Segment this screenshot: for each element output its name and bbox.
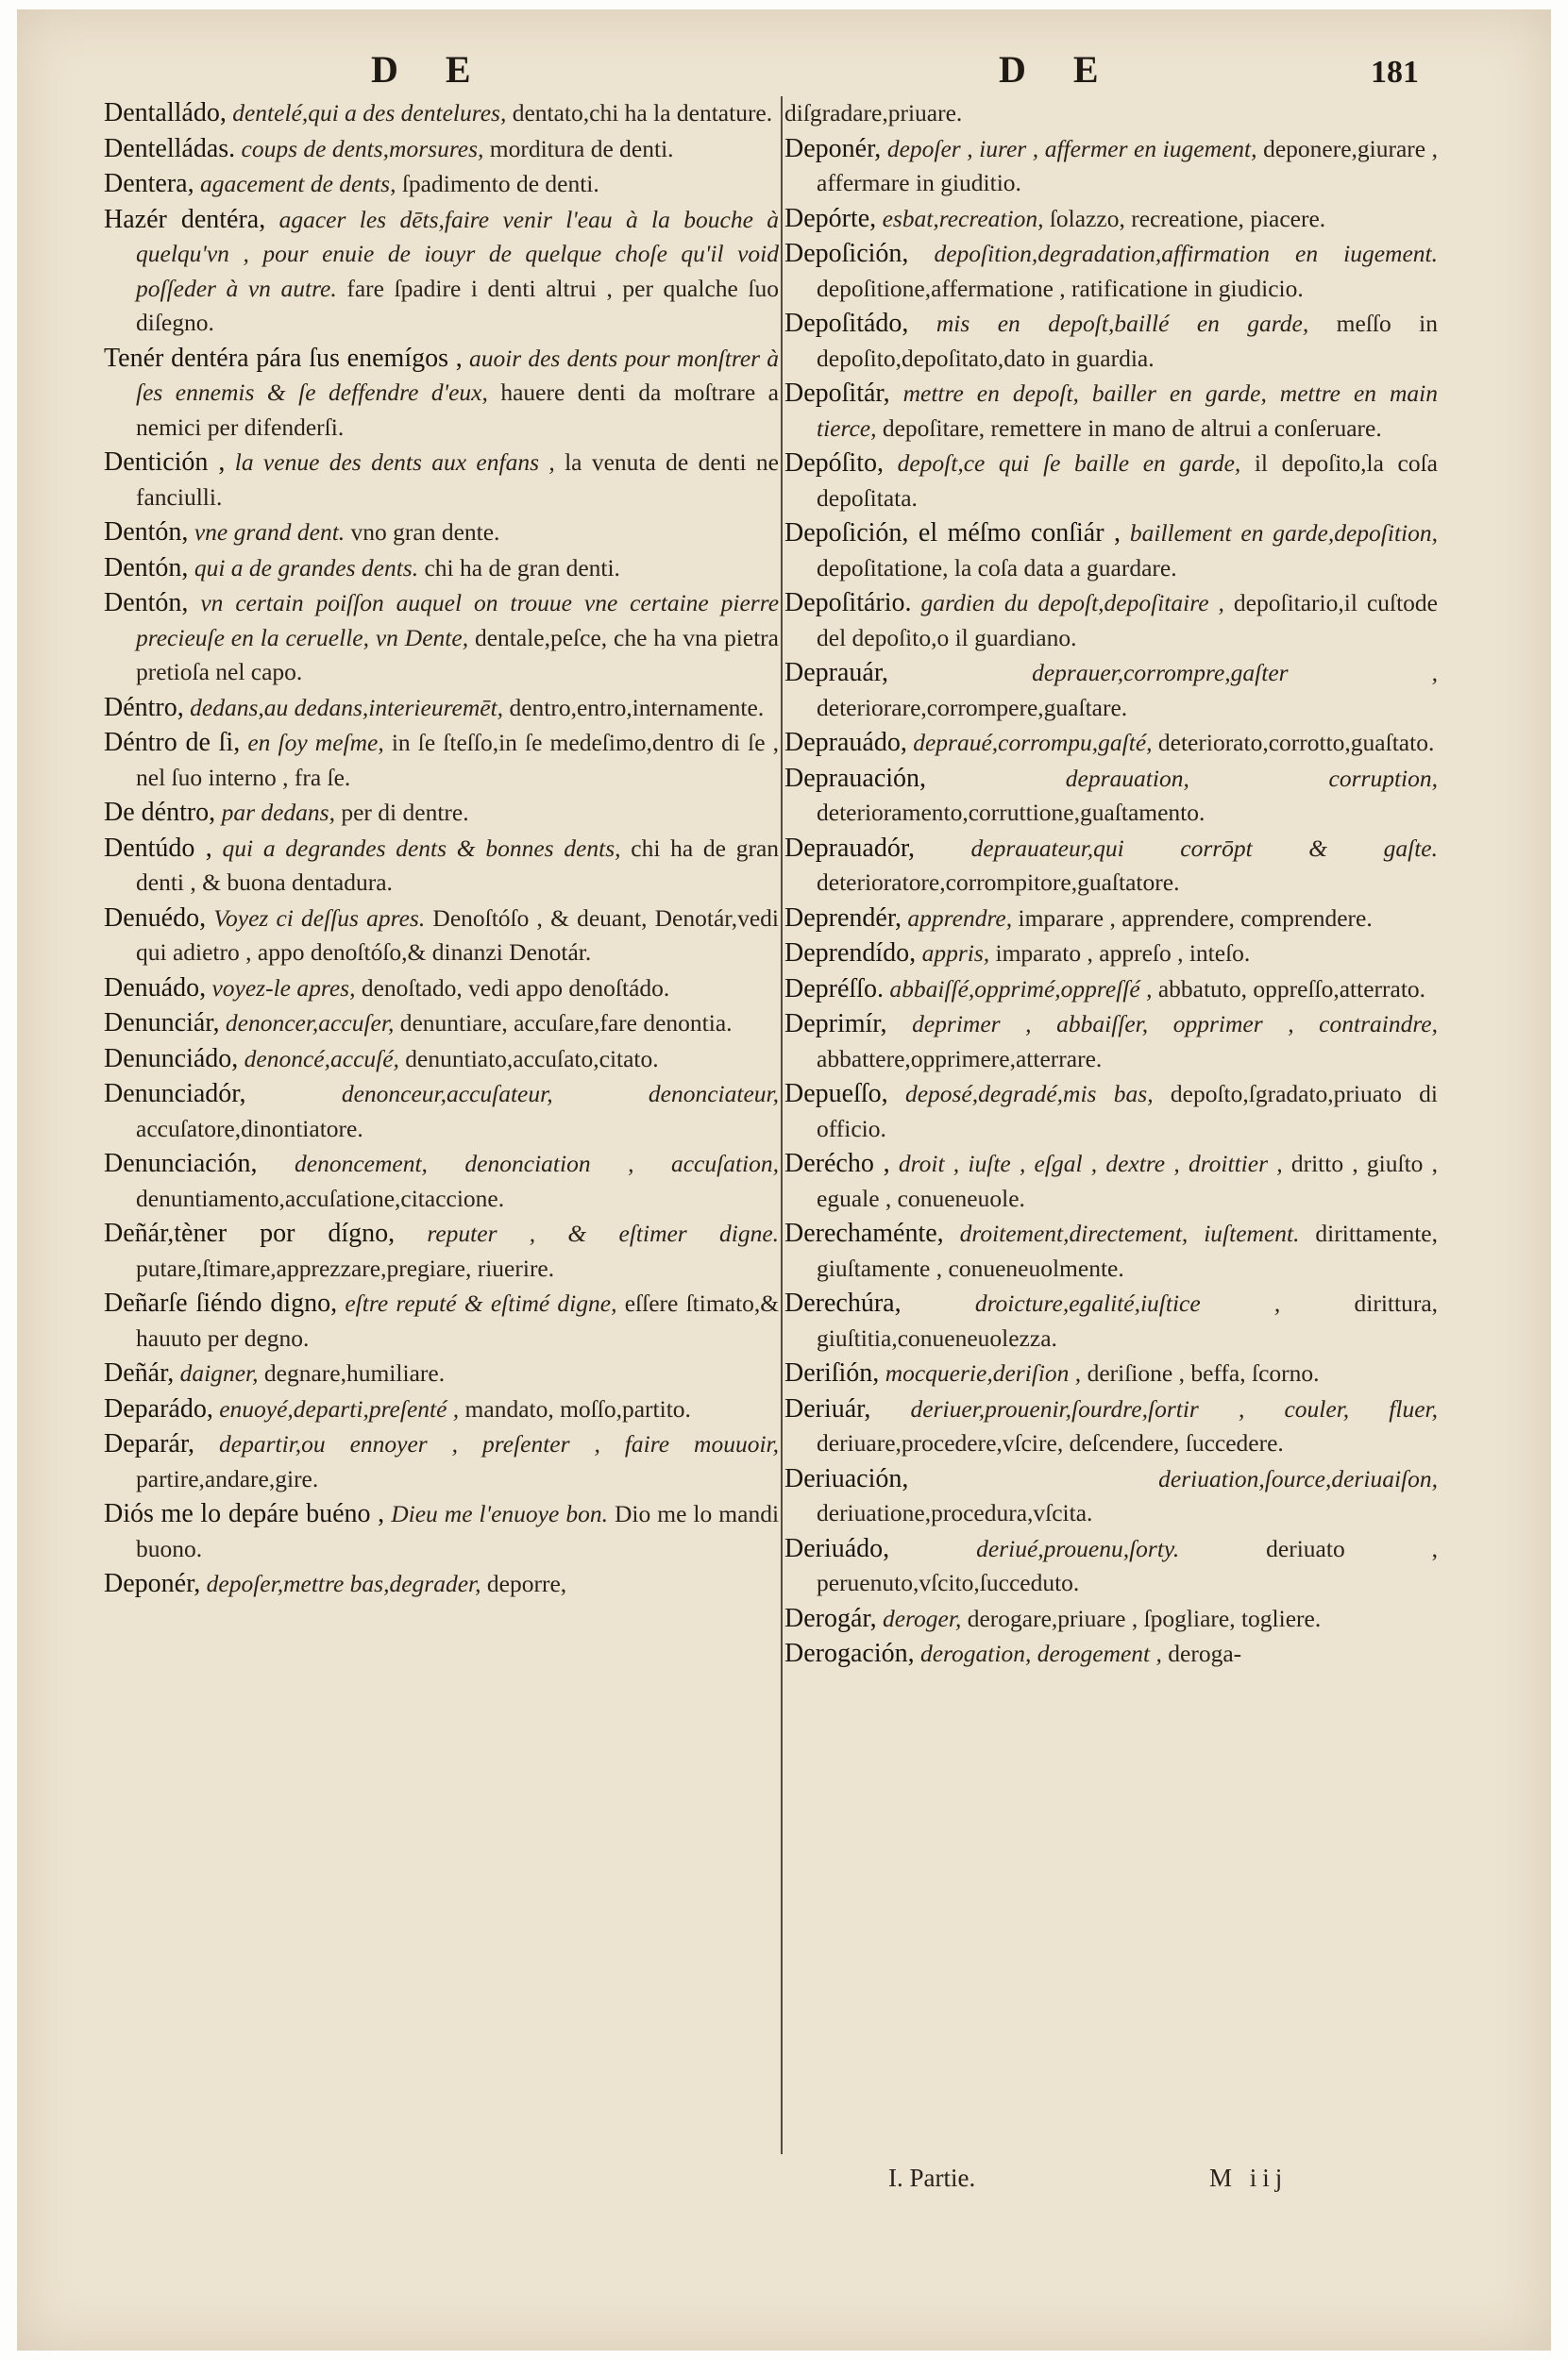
dictionary-entry	[104, 551, 779, 586]
entry-italian: mandato, moſſo,partito.	[464, 1394, 691, 1423]
entry-french: deriué,prouenu,ſorty.	[976, 1534, 1180, 1562]
dictionary-entry	[784, 832, 1438, 901]
entry-french: depoſer , iurer , affermer en iugement,	[886, 134, 1257, 162]
entry-french: voyez-le apres,	[211, 973, 356, 1002]
entry-headword: Deponér,	[784, 133, 882, 163]
entry-headword: Deponér,	[104, 1569, 201, 1598]
page-number: 181	[1371, 55, 1419, 90]
entry-italian: depoſitare, remettere in mano de altrui a conſeruare.	[882, 413, 1382, 442]
entry-italian: depoſitione,affermatione , ratificatione in giudicio.	[817, 274, 1304, 302]
entry-italian: dentale,peſce, che ha vna pietra pretioſa nel capo.	[136, 623, 779, 685]
book-page	[17, 9, 1551, 2351]
entry-french: depoſer,mettre bas,degrader,	[206, 1570, 481, 1597]
entry-french: qui a de grandes dents.	[194, 553, 419, 582]
entry-italian: partire,andare,gire.	[136, 1464, 319, 1492]
entry-headword: Depoſitário.	[784, 588, 912, 617]
entry-french: en ſoy meſme,	[247, 729, 384, 756]
dictionary-entry	[104, 446, 779, 514]
dictionary-entry	[104, 691, 779, 726]
entry-headword: De déntro,	[104, 798, 216, 827]
entry-headword: Depueſſo,	[784, 1079, 888, 1108]
entry-french: depraué,corrompu,gaſté,	[913, 729, 1153, 756]
entry-italian: denuntiare, accuſare,fare denontia.	[399, 1009, 733, 1037]
entry-french: appris,	[921, 939, 990, 967]
running-head-right: D E	[999, 48, 1118, 91]
entry-headword: Depoſitár,	[784, 379, 890, 408]
entry-headword: Dentúdo ,	[104, 833, 212, 863]
dictionary-entry	[104, 1287, 779, 1356]
entry-italian: deriuare,procedere,vſcire, deſcendere, ſuccedere.	[817, 1429, 1284, 1457]
entry-italian: eſſere ſtimato,& hauuto per degno.	[136, 1290, 780, 1352]
entry-italian: per di dentre.	[341, 799, 469, 826]
entry-italian: Denoſtóſo , & deuant, Denotár,vedi qui adietro , appo denoſtóſo,& dinanzi Denotár.	[136, 903, 780, 966]
dictionary-entry	[104, 902, 779, 970]
entry-french: enuoyé,departi,preſenté ,	[219, 1394, 460, 1423]
dictionary-entry	[104, 1006, 779, 1041]
dictionary-entry	[784, 1532, 1438, 1601]
dictionary-entry	[104, 1147, 779, 1216]
dictionary-entry	[784, 132, 1438, 201]
entry-italian: deponere,giurare , affermare in giuditio.	[817, 134, 1439, 196]
entry-italian: diſgradare,priuare.	[784, 99, 963, 126]
entry-headword: Deprimír,	[784, 1009, 887, 1038]
entry-french: droitement,directement, iuſtement.	[959, 1220, 1300, 1247]
entry-headword: Deriſión,	[784, 1358, 880, 1388]
entry-headword: Denunciación,	[104, 1149, 258, 1178]
page-footer	[784, 2164, 1438, 2201]
dictionary-entry	[784, 726, 1438, 761]
entry-italian: depoſitatione, la coſa data a guardare.	[817, 553, 1177, 582]
entry-italian: putare,ſtimare,apprezzare,pregiare, riuerire.	[136, 1254, 555, 1282]
dictionary-entry	[104, 203, 779, 341]
dictionary-entry	[784, 936, 1438, 971]
dictionary-entry	[784, 377, 1438, 446]
entry-headword: Diós me lo depáre buéno ,	[104, 1499, 385, 1528]
entry-headword: Deprendér,	[784, 902, 902, 933]
dictionary-entry	[784, 1602, 1438, 1637]
entry-french: mettre en depoſt, bailler en garde, mettre en main tierce,	[817, 379, 1439, 442]
entry-headword: Deñár,	[104, 1358, 175, 1388]
entry-french: denoncer,accuſer,	[225, 1009, 395, 1037]
running-head-left: D E	[371, 48, 490, 91]
entry-headword: Deprauádo,	[784, 728, 907, 757]
signature-line: I. Partie.	[888, 2164, 976, 2192]
entry-headword: Derogár,	[784, 1603, 877, 1633]
entry-headword: Deriuádo,	[784, 1533, 890, 1563]
entry-french: deprauer,corrompre,gaſter ,	[1032, 659, 1438, 686]
entry-italian: ſolazzo, recreatione, piacere.	[1049, 204, 1326, 232]
entry-headword: Derechúra,	[784, 1289, 902, 1318]
entry-french: denonceur,accuſateur, denonciateur,	[341, 1080, 779, 1107]
entry-italian: deriſione , beffa, ſcorno.	[1087, 1359, 1320, 1387]
entry-italian: denuntiamento,accuſatione,citaccione.	[136, 1184, 505, 1212]
entry-headword: Denuédo,	[104, 902, 207, 933]
entry-french: reputer , & eſtimer digne.	[427, 1220, 780, 1247]
dictionary-entry	[104, 1357, 779, 1391]
entry-french: droit , iuſte , eſgal , dextre , droittier ,	[898, 1150, 1283, 1177]
dictionary-entry	[104, 167, 779, 202]
entry-italian: dirittamente, giuſtamente , conueneuolmente.	[817, 1220, 1438, 1282]
entry-french: par dedans,	[221, 799, 335, 826]
entry-headword: Depoſición,	[784, 239, 909, 268]
entry-headword: Deparár,	[104, 1429, 195, 1458]
entry-headword: Déntro,	[104, 692, 184, 722]
entry-italian: ſpadimento de denti.	[401, 170, 599, 197]
dictionary-entry	[784, 972, 1438, 1007]
entry-italian: il depoſito,la coſa depoſitata.	[817, 449, 1438, 512]
entry-french: auoir des dents pour monſtrer à ſes ennemis & ſe deffendre d'eux,	[136, 344, 780, 406]
entry-italian: dritto , giuſto , eguale , conueneuole.	[817, 1150, 1439, 1212]
entry-italian: degnare,humiliare.	[263, 1359, 446, 1387]
dictionary-entry	[784, 1637, 1438, 1672]
entry-headword: Dentera,	[104, 169, 194, 198]
entry-headword: Denunciádo,	[104, 1043, 239, 1073]
dictionary-entry	[104, 586, 779, 690]
entry-headword: Deriuár,	[784, 1393, 871, 1424]
entry-headword: Tenér dentéra pára ſus enemígos ,	[104, 343, 463, 373]
entry-french: Dieu me l'enuoye bon.	[391, 1500, 608, 1527]
dictionary-entry	[784, 1077, 1438, 1146]
entry-italian: depoſitario,il cuſtode del depoſito,o il guardiano.	[817, 589, 1438, 651]
dictionary-entry	[104, 1567, 779, 1602]
entry-italian: deriuatione,procedura,vſcita.	[817, 1499, 1093, 1526]
entry-french: apprendre,	[907, 903, 1013, 932]
entry-french: deriuation,ſource,deriuaiſon,	[1158, 1464, 1438, 1492]
entry-french: gardien du depoſt,depoſitaire ,	[920, 589, 1224, 616]
entry-headword: Deñár,tèner por dígno,	[104, 1219, 396, 1248]
dictionary-entry	[784, 1392, 1438, 1461]
entry-french: deposé,degradé,mis bas,	[904, 1080, 1154, 1107]
entry-french: eſtre reputé & eſtimé digne,	[345, 1290, 617, 1317]
dictionary-entry	[104, 971, 779, 1006]
dictionary-entry	[784, 307, 1438, 376]
entry-italian: vno gran dente.	[350, 518, 500, 546]
entry-headword: Hazér dentéra,	[104, 204, 266, 234]
dictionary-entry	[104, 132, 779, 167]
dictionary-entry	[784, 1462, 1438, 1531]
entry-italian: accuſatore,dinontiatore.	[136, 1114, 363, 1142]
entry-headword: Dentón,	[104, 588, 189, 617]
right-column	[784, 96, 1438, 1673]
signature-mark: M iij	[1209, 2164, 1289, 2192]
dictionary-entry	[104, 1392, 779, 1427]
entry-headword: Deparádo,	[104, 1393, 213, 1424]
entry-italian: dentato,chi ha la dentature.	[512, 99, 773, 126]
entry-french: denoncé,accuſé,	[244, 1044, 399, 1072]
dictionary-entry	[784, 1287, 1438, 1356]
column-rule	[781, 96, 783, 2154]
dictionary-entry	[784, 1217, 1438, 1286]
entry-italian: deteriorato,corrotto,guaſtato.	[1157, 729, 1435, 756]
dictionary-entry	[784, 586, 1438, 655]
dictionary-entry	[784, 447, 1438, 515]
dictionary-entry	[784, 656, 1438, 725]
entry-headword: Deprendído,	[784, 938, 917, 968]
dictionary-entry	[104, 1427, 779, 1496]
entry-french: dedans,au dedans,interieuremēt,	[190, 693, 504, 721]
dictionary-entry	[784, 516, 1438, 585]
dictionary-entry	[104, 832, 779, 901]
entry-french: vne grand dent.	[194, 518, 346, 546]
entry-french: agacer les dēts,faire venir l'eau à la bouche à quelqu'vn , pour enuie de iouyr de quelque choſe qu'il void poſſeder à vn autre.	[136, 205, 780, 302]
entry-headword: Depoſitádo,	[784, 309, 909, 338]
entry-french: vn certain poiſſon auquel on trouue vne certaine pierre precieuſe en la ceruelle, vn Dente,	[136, 589, 780, 651]
entry-headword: Deriuación,	[784, 1463, 909, 1493]
entry-headword: Déntro de ſi,	[104, 728, 241, 757]
dictionary-entry	[784, 1007, 1438, 1076]
entry-french: depoſition,degradation,affirmation en iugement.	[934, 240, 1438, 267]
entry-headword: Derogación,	[784, 1639, 915, 1668]
dictionary-entry	[784, 1147, 1438, 1216]
entry-french: derogation, derogement ,	[919, 1640, 1162, 1667]
entry-italian: in ſe ſteſſo,in ſe medeſimo,dentro di ſe , nel ſuo interno , fra ſe.	[136, 729, 779, 791]
entry-french: depoſt,ce qui ſe baille en garde,	[897, 449, 1241, 477]
entry-french: deroger,	[882, 1604, 962, 1632]
entry-french: qui a degrandes dents & bonnes dents,	[222, 834, 621, 862]
entry-italian: deriuato , peruenuto,vſcito,ſucceduto.	[817, 1534, 1438, 1596]
entry-french: daigner,	[179, 1359, 259, 1387]
dictionary-entry	[784, 202, 1438, 237]
dictionary-entry	[104, 1217, 779, 1286]
entry-french: esbat,recreation,	[882, 204, 1044, 232]
entry-italian: fare ſpadire i denti altrui , per qualche ſuo diſegno.	[136, 274, 779, 336]
entry-french: deprauateur,qui corrōpt & gaſte.	[970, 834, 1438, 862]
entry-headword: Deprauadór,	[784, 833, 916, 863]
entry-headword: Denunciár,	[104, 1008, 220, 1037]
entry-headword: Dentición ,	[104, 447, 226, 477]
entry-italian: dentro,entro,internamente.	[509, 693, 765, 721]
entry-italian: imparare , apprendere, comprendere.	[1018, 903, 1373, 932]
entry-french: baillement en garde,depoſition,	[1129, 519, 1439, 547]
entry-headword: Dentón,	[104, 517, 189, 547]
entry-french: mis en depoſt,baillé en garde,	[936, 310, 1309, 337]
entry-headword: Depoſición, el méſmo conſiár ,	[784, 518, 1121, 548]
entry-italian: denuntiato,accuſato,citato.	[405, 1044, 659, 1072]
entry-headword: Deprauación,	[784, 763, 927, 793]
entry-french: la venue des dents aux enfans ,	[234, 448, 555, 476]
entry-french: deriuer,prouenir,ſourdre,ſortir , couler, fluer,	[910, 1394, 1438, 1423]
entry-headword: Depóſito,	[784, 448, 884, 478]
left-column	[104, 96, 779, 1603]
dictionary-entry	[104, 1077, 779, 1146]
entry-headword: Dentelládas.	[104, 133, 236, 163]
entry-french: abbaiſſé,opprimé,oppreſſé ,	[889, 974, 1153, 1003]
entry-headword: Derechaménte,	[784, 1219, 944, 1248]
entry-italian: imparato , appreſo , inteſo.	[995, 939, 1251, 967]
entry-italian: abbatuto, oppreſſo,atterrato.	[1157, 974, 1426, 1003]
entry-french: denoncement, denonciation , accuſation,	[295, 1150, 779, 1177]
entry-headword: Dentalládo,	[104, 98, 227, 127]
entry-italian: derogare,priuare , ſpogliare, togliere.	[967, 1604, 1322, 1632]
running-head	[17, 47, 1551, 94]
dictionary-entry	[104, 1497, 779, 1566]
entry-headword: Dentón,	[104, 552, 189, 582]
entry-french: Voyez ci deſſus apres.	[213, 903, 426, 932]
dictionary-entry	[104, 726, 779, 795]
entry-headword: Denunciadór,	[104, 1079, 246, 1108]
entry-italian: chi ha de gran denti , & buona dentadura.	[136, 834, 780, 896]
entry-french: mocquerie,deriſion ,	[885, 1359, 1082, 1387]
dictionary-entry	[784, 96, 1438, 131]
entry-italian: meſſo in depoſito,depoſitato,dato in guardia.	[817, 310, 1439, 372]
entry-headword: Denuádo,	[104, 972, 207, 1003]
entry-italian: dirittura, giuſtitia,conueneuolezza.	[817, 1290, 1439, 1352]
entry-italian: Dio me lo mandi buono.	[136, 1500, 780, 1562]
entry-italian: deporre,	[486, 1570, 567, 1597]
dictionary-entry	[104, 96, 779, 131]
entry-french: departir,ou ennoyer , preſenter , faire mouuoir,	[219, 1430, 779, 1458]
dictionary-entry	[104, 515, 779, 550]
entry-french: droicture,egalité,iuſtice ,	[974, 1290, 1281, 1317]
entry-italian: chi ha de gran denti.	[424, 553, 620, 582]
entry-italian: deroga-	[1168, 1640, 1242, 1667]
dictionary-entry	[784, 237, 1438, 306]
entry-french: agacement de dents,	[199, 170, 396, 197]
dictionary-entry	[104, 796, 779, 831]
entry-italian: abbattere,opprimere,atterrare.	[817, 1044, 1103, 1072]
entry-italian: depoſto,ſgradato,priuato di officio.	[817, 1080, 1439, 1142]
dictionary-entry	[104, 1042, 779, 1077]
entry-french: deprimer , abbaiſſer, opprimer , contraindre,	[912, 1010, 1438, 1037]
entry-italian: deteriorare,corrompere,guaſtare.	[817, 693, 1128, 721]
dictionary-entry	[104, 342, 779, 446]
dictionary-entry	[784, 902, 1438, 936]
dictionary-entry	[784, 762, 1438, 831]
entry-french: deprauation, corruption,	[1065, 764, 1439, 792]
entry-headword: Deprauár,	[784, 658, 889, 687]
entry-headword: Depórte,	[784, 203, 877, 233]
dictionary-entry	[784, 1357, 1438, 1391]
entry-headword: Derécho ,	[784, 1149, 890, 1178]
entry-italian: hauere denti da moſtrare a nemici per difenderſi.	[136, 379, 779, 441]
entry-french: dentelé,qui a des dentelures,	[232, 99, 507, 126]
entry-italian: denoſtado, vedi appo denoſtádo.	[361, 973, 670, 1002]
entry-italian: morditura de denti.	[489, 134, 674, 162]
entry-italian: la venuta de denti ne fanciulli.	[136, 448, 779, 511]
entry-italian: deterioramento,corruttione,guaſtamento.	[817, 799, 1206, 826]
entry-headword: Depréſſo.	[784, 973, 884, 1003]
entry-headword: Deñarſe ſiéndo digno,	[104, 1289, 338, 1318]
entry-french: coups de dents,morsures,	[241, 134, 484, 162]
entry-italian: deterioratore,corrompitore,guaſtatore.	[817, 868, 1180, 896]
